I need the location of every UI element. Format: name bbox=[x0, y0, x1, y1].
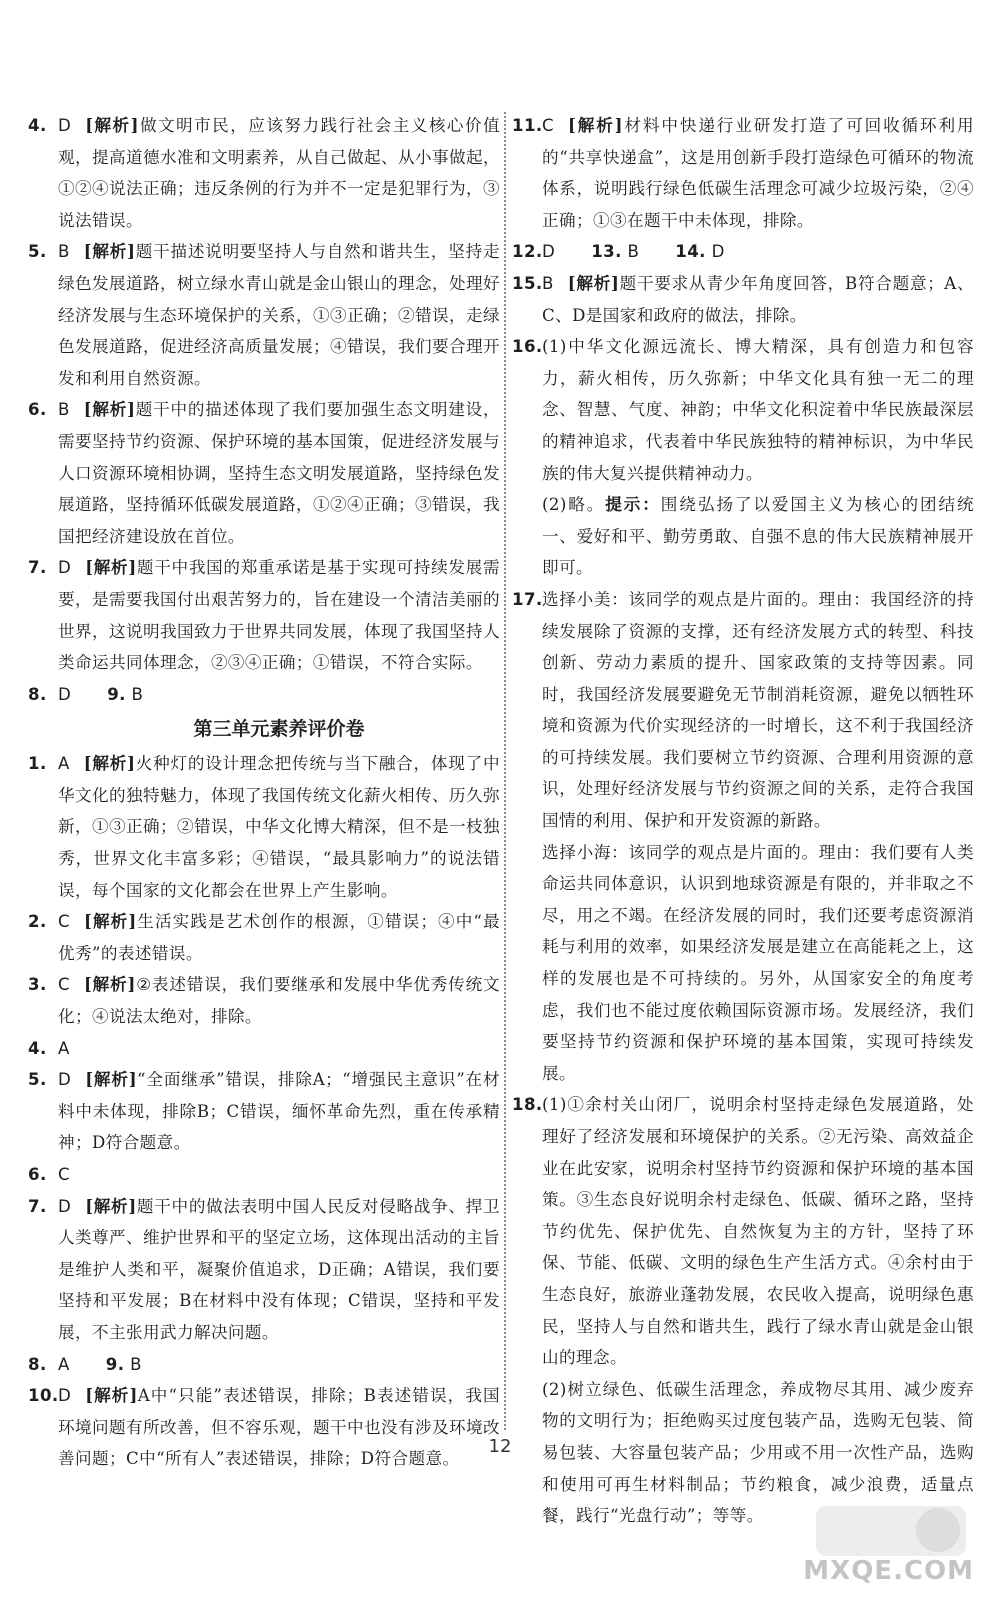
answer-item-12-14: 12. D 13. B 14. D bbox=[512, 242, 725, 262]
unit3-item-1: 1. A [解析]火种灯的设计理念把传统与当下融合，体现了中华文化的独特魅力，体现了我国传统文化薪火相传、历久弥新，①③正确；②错误，中华文化博大精深，但不是一枝独秀，世界文化丰富多彩；④错误，“最具影响力”的说法错误，每个国家的文化都会在世界上产生影响。 bbox=[28, 753, 500, 900]
answer-item-15: 15. B [解析]题干要求从青少年角度回答，B符合题意；A、C、D是国家和政府的做法，排除。 bbox=[512, 272, 974, 325]
column-divider bbox=[504, 112, 506, 1430]
answer-item-5: 5. B [解析]题干描述说明要坚持人与自然和谐共生，坚持走绿色发展道路，树立绿水青山就是金山银山的理念，处理好经济发展与生态环境保护的关系，①③正确；②错误，走绿色发展道路，促进经济高质量发展；④错误，我们要合理开发和利用自然资源。 bbox=[28, 241, 500, 388]
left-column bbox=[28, 110, 500, 1475]
answer-item-16-part2: (2)略。提示：围绕弘扬了以爱国主义为核心的团结统一、爱好和平、勤劳勇敢、自强不息的伟大民族精神展开即可。 bbox=[542, 494, 974, 578]
answer-item-8-9: 8. D 9. B bbox=[28, 684, 144, 704]
answer-item-4: 4. D [解析]做文明市民，应该努力践行社会主义核心价值观，提高道德水准和文明素养，从自己做起、从小事做起，①②④说法正确；违反条例的行为并不一定是犯罪行为，③说法错误。 bbox=[28, 115, 500, 230]
page-number: 12 bbox=[488, 1436, 512, 1457]
answer-item-7: 7. D [解析]题干中我国的郑重承诺是基于实现可持续发展需要，是需要我国付出艰苦努力的，旨在建设一个清洁美丽的世界，这说明我国致力于世界共同发展，体现了我国坚持人类命运共同体理念，②③④正确；①错误，不符合实际。 bbox=[28, 557, 500, 673]
section-title: 第三单元素养评价卷 bbox=[193, 718, 365, 741]
answer-item-16: 16. (1)中华文化源远流长、博大精深，具有创造力和包容力，薪火相传，历久弥新；中华文化具有独一无二的理念、智慧、气度、神韵；中华文化积淀着中华民族最深层的精神追求，代表着中华民族独特的精神标识，为中华民族的伟大复兴提供精神动力。 bbox=[512, 337, 974, 483]
answer-item-6: 6. B [解析]题干中的描述体现了我们要加强生态文明建设，需要坚持节约资源、保护环境的基本国策，促进经济发展与人口资源环境相协调，坚持生态文明发展道路，坚持绿色发展道路，坚持循环低碳发展道路，①②④正确；③错误，我国把经济建设放在首位。 bbox=[28, 399, 500, 546]
unit3-item-8-9: 8. A 9. B bbox=[28, 1354, 142, 1374]
watermark-text: MXQE.COM bbox=[803, 1556, 974, 1586]
answer-item-17-part2: 选择小海：该同学的观点是片面的。理由：我们要有人类命运共同体意识，认识到地球资源是有限的，并非取之不尽，用之不竭。在经济发展的同时，我们还要考虑资源消耗与利用的效率，如果经济发展是建立在高能耗之上，这样的发展也是不可持续的。另外，从国家安全的角度考虑，我们也不能过度依赖国际资源市场。发展经济，我们要坚持节约资源和保护环境的基本国策，实现可持续发展。 bbox=[542, 842, 974, 1083]
right-column bbox=[512, 110, 974, 1532]
unit3-item-4: 4. A bbox=[28, 1038, 70, 1058]
answer-item-18-part2: (2)树立绿色、低碳生活理念，养成物尽其用、减少废弃物的文明行为；拒绝购买过度包装产品，选购无包装、简易包装、大容量包装产品；少用或不用一次性产品，选购和使用可再生材料制品；节约粮食，减少浪费，适量点餐，践行“光盘行动”；等等。 bbox=[542, 1379, 974, 1526]
answer-item-17: 17. 选择小美：该同学的观点是片面的。理由：我国经济的持续发展除了资源的支撑，还有经济发展方式的转型、科技创新、劳动力素质的提升、国家政策的支持等因素。同时，我国经济发展要避免无节制消耗资源，避免以牺牲环境和资源为代价实现经济的一时增长，这不利于我国经济的可持续发展。我们要树立节约资源、合理利用资源的意识，处理好经济发展与节约资源之间的关系，走符合我国国情的利用、保护和开发资源的新路。 bbox=[512, 589, 974, 831]
unit3-item-2: 2. C [解析]生活实践是艺术创作的根源，①错误；④中“最优秀”的表述错误。 bbox=[28, 911, 500, 963]
unit3-item-10: 10. D [解析]A中“只能”表述错误，排除；B表述错误，我国环境问题有所改善，但不容乐观，题干中也没有涉及环境改善问题；C中“所有人”表述错误，排除；D符合题意。 bbox=[28, 1385, 500, 1469]
watermark-logo bbox=[803, 1500, 978, 1592]
unit3-item-5: 5. D [解析]“全面继承”错误，排除A；“增强民主意识”在材料中未体现，排除B；C错误，缅怀革命先烈，重在传承精神；D符合题意。 bbox=[28, 1069, 500, 1153]
answer-item-18: 18. (1)①余村关山闭厂，说明余村坚持走绿色发展道路，处理好了经济发展和环境保护的关系。②无污染、高效益企业在此安家，说明余村坚持节约资源和保护环境的基本国策。③生态良好说明余村走绿色、低碳、循环之路，坚持节约优先、保护优先、自然恢复为主的方针，坚持了环保、节能、低碳、文明的绿色生产生活方式。④余村由于生态良好，旅游业蓬勃发展，农民收入提高，说明绿色惠民，坚持人与自然和谐共生，践行了绿水青山就是金山银山的理念。 bbox=[512, 1095, 974, 1368]
unit3-item-7: 7. D [解析]题干中的做法表明中国人民反对侵略战争、捍卫人类尊严、维护世界和平的坚定立场，这体现出活动的主旨是维护人类和平，凝聚价值追求，D正确；A错误，我们要坚持和平发展；B在材料中没有体现；C错误，坚持和平发展，不主张用武力解决问题。 bbox=[28, 1195, 500, 1342]
unit3-item-6: 6. C bbox=[28, 1165, 70, 1184]
answer-item-11: 11. C [解析]材料中快递行业研发打造了可回收循环利用的“共享快递盒”，这是用创新手段打造绿色可循环的物流体系，说明践行绿色低碳生活理念可减少垃圾污染，②④正确；①③在题干中未体现，排除。 bbox=[512, 115, 974, 230]
unit3-item-3: 3. C [解析]②表述错误，我们要继承和发展中华优秀传统文化；④说法太绝对，排除。 bbox=[28, 974, 500, 1027]
